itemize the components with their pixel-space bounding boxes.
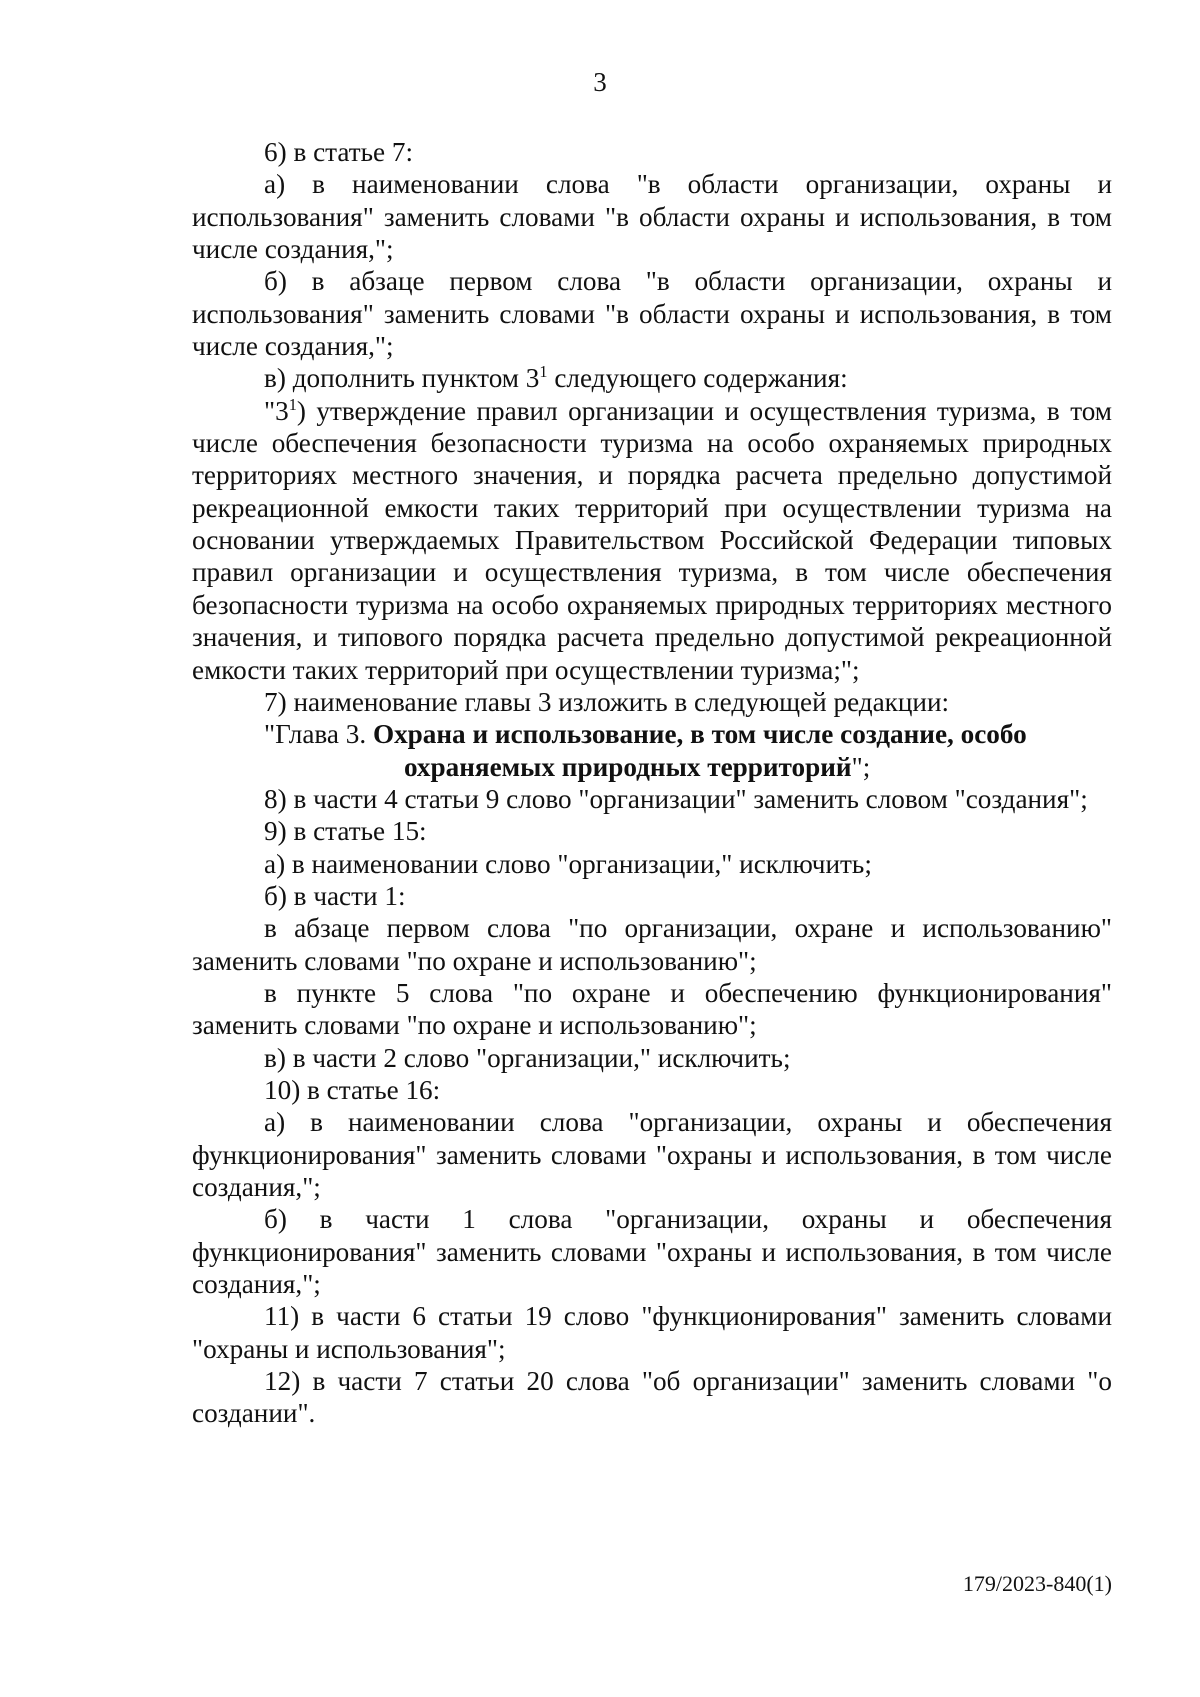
chapter-prefix: "Глава 3. (264, 719, 373, 750)
chapter-title-line-2: охраняемых природных территорий (404, 751, 852, 782)
chapter-title (192, 718, 1112, 783)
paragraph: а) в наименовании слова "в области организации, охраны и использования" заменить словами "в области охраны и использования, в том числе создания,"; (192, 169, 1112, 265)
paragraph: 8) в части 4 статьи 9 слово "организации" заменить словом "создания"; (264, 783, 1088, 814)
paragraph: 10) в статье 16: (264, 1074, 441, 1105)
document-code: 179/2023-840(1) (962, 1571, 1112, 1596)
paragraph: а) в наименовании слова "организации, охраны и обеспечения функционирования" заменить словами "охраны и использования, в том числе создания,"; (192, 1107, 1112, 1202)
paragraph: 7) наименование главы 3 изложить в следующей редакции: (264, 686, 950, 717)
paragraph: 9) в статье 15: (264, 816, 427, 847)
text-run: в) дополнить пунктом 3 (264, 363, 540, 394)
paragraph (192, 395, 1112, 686)
paragraph: б) в части 1 слова "организации, охраны и обеспечения функционирования" заменить словами "охраны и использования, в том числе создания,"; (192, 1204, 1112, 1300)
paragraph: 11) в части 6 статьи 19 слово "функционирования" заменить словами "охраны и использования"; (192, 1301, 1112, 1364)
paragraph: а) в наименовании слово "организации," исключить; (264, 848, 872, 879)
paragraph: б) в части 1: (264, 880, 406, 911)
text-run: "3 (264, 395, 289, 426)
text-run: ) утверждение правил организации и осуществления туризма, в том числе обеспечения безопасности туризма на особо охраняемых природных территориях местного значения, и порядка расчета предельно допустимой рекреационной емкости таких территорий при осуществлении туризма на основании утверждаемых Правительством Российской Федерации типовых правил организации и осуществления туризма, в том числе обеспечения безопасности туризма на особо охраняемых природных территориях местного значения, и типового порядка расчета предельно допустимой рекреационной емкости таких территорий при осуществлении туризма;"; (192, 395, 1112, 685)
superscript: 1 (288, 394, 297, 414)
chapter-title-line-1: Охрана и использование, в том числе создание, особо (372, 719, 1027, 750)
paragraph: 6) в статье 7: (264, 137, 414, 167)
paragraph: б) в абзаце первом слова "в области организации, охраны и использования" заменить словами "в области охраны и использования, в том числе создания,"; (192, 266, 1112, 362)
document-body (192, 136, 1112, 1430)
text-run: следующего содержания: (547, 363, 848, 394)
paragraph: в) в части 2 слово "организации," исключить; (264, 1042, 791, 1073)
superscript: 1 (539, 362, 548, 382)
chapter-suffix: "; (851, 751, 871, 782)
paragraph: 12) в части 7 статьи 20 слова "об организации" заменить словами "о создании". (192, 1366, 1112, 1429)
paragraph: в абзаце первом слова "по организации, охране и использованию" заменить словами "по охране и использованию"; (192, 913, 1112, 976)
page-number: 3 (593, 67, 607, 97)
paragraph (192, 362, 1112, 394)
chapter-title-line-2-wrap (264, 751, 1112, 783)
paragraph: в пункте 5 слова "по охране и обеспечению функционирования" заменить словами "по охране и использованию"; (192, 977, 1112, 1041)
